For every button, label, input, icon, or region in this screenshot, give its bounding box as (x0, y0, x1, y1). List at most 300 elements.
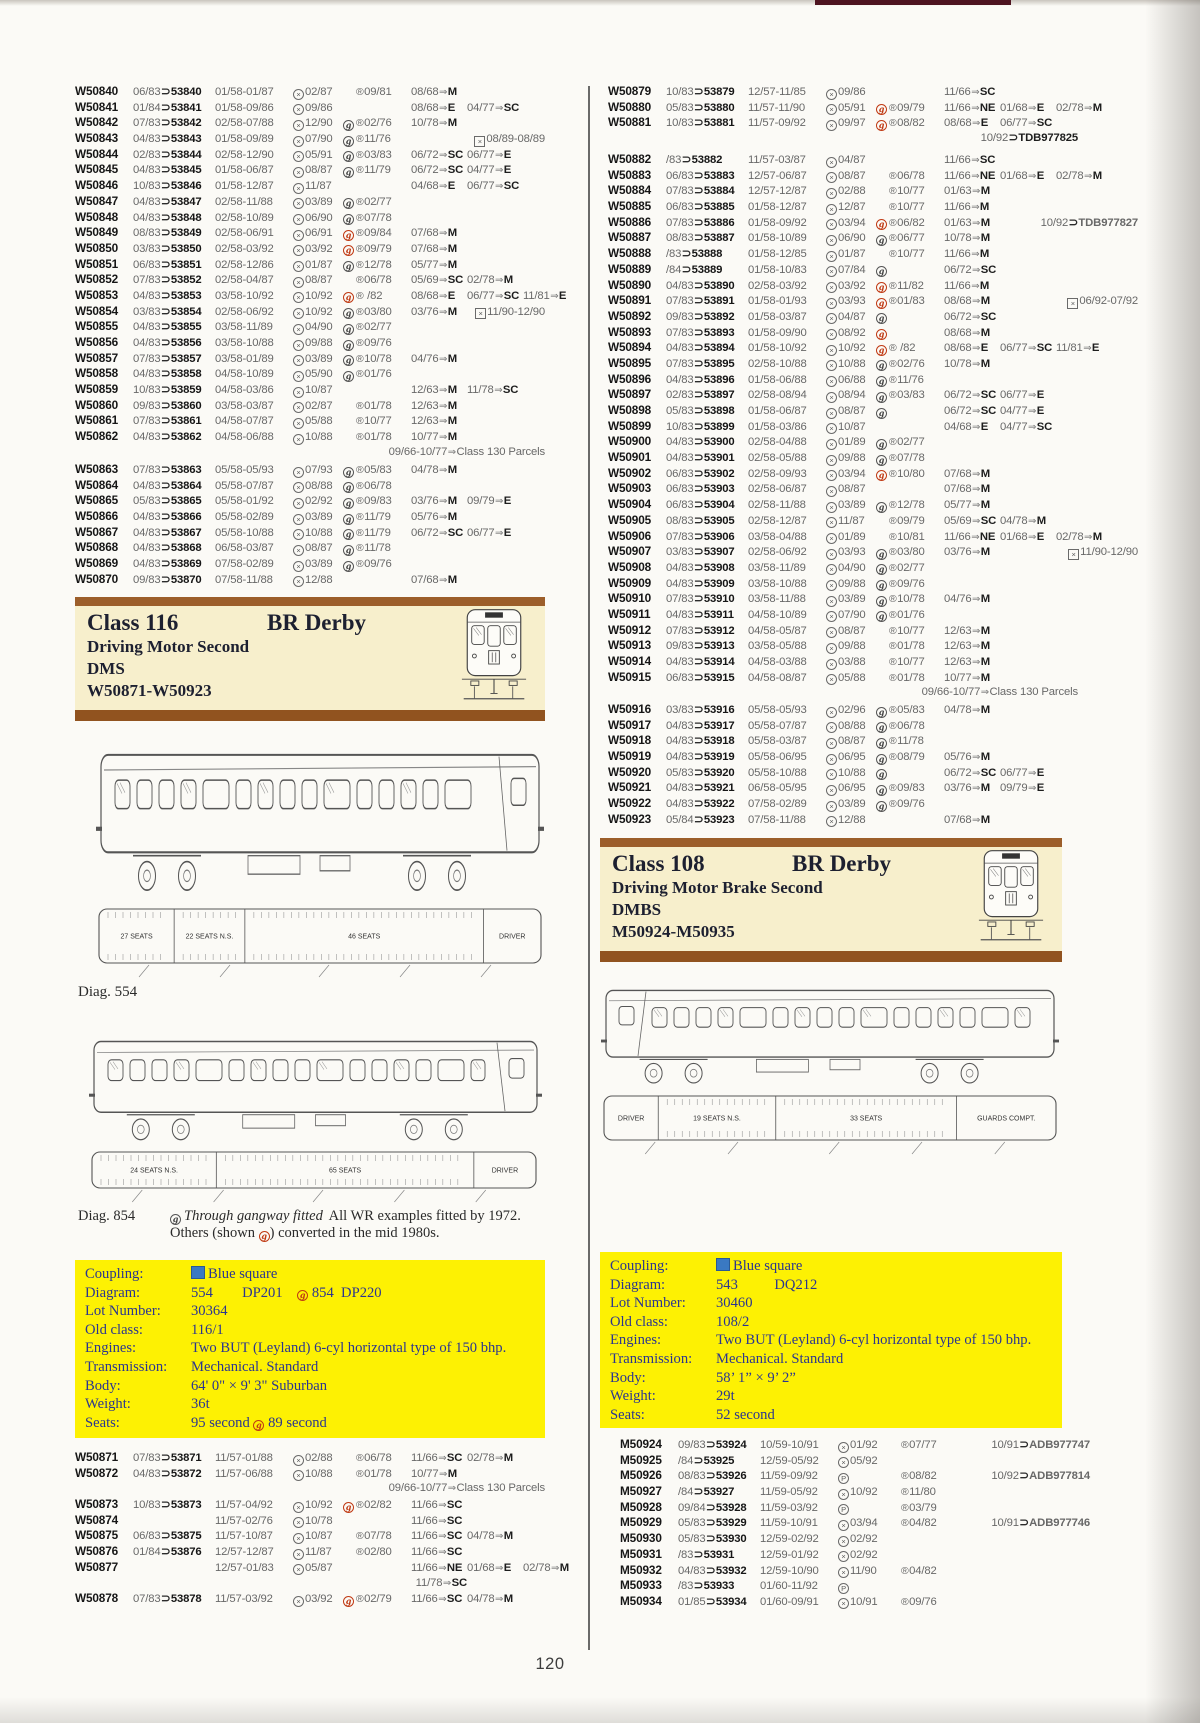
fleet-number: M50934 (620, 1593, 662, 1608)
renumbering: 04/83⊃53843 (133, 133, 202, 146)
fleet-number: W50905 (608, 512, 652, 527)
fleet-row (75, 429, 545, 445)
transfer: 11/66⇒NE (944, 169, 996, 182)
circled-r-icon: ® (356, 511, 364, 524)
renumbering: 05/83⊃53930 (678, 1533, 747, 1546)
fleet-number: M50924 (620, 1437, 662, 1451)
circled-x-icon: × (826, 517, 837, 528)
fleet-row (75, 1513, 545, 1529)
service-dates: 12/59-01/92 (760, 1548, 819, 1561)
transfer: 11/66⇒M (944, 201, 990, 214)
gangway-symbol-icon: g (876, 439, 887, 450)
renumbering: 10/83⊃53846 (133, 180, 202, 193)
renumbering: 10/83⊃53859 (133, 384, 202, 397)
service-dates: 11/59-10/91 (760, 1517, 818, 1530)
transfer: 04/78⇒M (1000, 514, 1047, 527)
service-dates: 11/57-06/88 (215, 1467, 273, 1480)
spec-label: Transmission: (85, 1358, 168, 1375)
fleet-number: W50912 (608, 622, 652, 637)
withdrawal-refurb: × 10/88 g (826, 766, 944, 782)
fleet-row (608, 638, 1078, 654)
fleet-row (620, 1453, 1090, 1469)
circled-x-icon: × (826, 470, 837, 481)
circled-x-icon: × (293, 1470, 304, 1481)
withdrawal-refurb: × 06/90 g ®06/77 (826, 231, 944, 247)
circled-r-icon: ® (889, 436, 897, 449)
circled-r-icon: ® (889, 577, 897, 590)
service-dates: 07/58-02/89 (215, 558, 274, 571)
service-dates: 12/59-10/90 (760, 1564, 819, 1577)
circled-x-icon: × (826, 423, 837, 434)
circled-x-icon: × (293, 120, 304, 131)
fleet-row (608, 152, 1078, 168)
service-dates: 01/58-03/87 (748, 310, 807, 323)
circled-x-icon: × (826, 754, 837, 765)
service-dates: 01/58-12/87 (215, 180, 274, 193)
circled-x-icon: × (826, 722, 837, 733)
fleet-number: W50900 (608, 434, 652, 449)
gangway-symbol-icon: g (876, 104, 887, 115)
renumbering: /83⊃53888 (666, 248, 723, 261)
service-dates: 12/57-12/87 (748, 185, 807, 198)
circled-r-icon: ® (356, 1467, 364, 1480)
gangway-symbol-icon: g (876, 738, 887, 749)
circled-x-icon: × (826, 392, 837, 403)
fleet-row (608, 702, 1078, 718)
fleet-row (75, 1591, 545, 1607)
circled-x-icon: × (293, 467, 304, 478)
transfer: 06/72⇒SC (411, 148, 464, 161)
withdrawal-refurb: × 07/93 g ®05/83 (293, 463, 411, 479)
circled-r-icon: ® (889, 593, 897, 606)
fleet-number: W50881 (608, 115, 652, 130)
service-dates: 04/58-07/87 (215, 415, 274, 428)
renumbering: 03/83⊃53854 (133, 305, 202, 318)
circled-x-icon: × (293, 308, 304, 319)
gangway-symbol-icon: g (876, 360, 887, 371)
fleet-number: W50923 (608, 811, 652, 826)
service-dates: 04/58-03/88 (748, 656, 807, 668)
withdrawal-refurb: × 03/89 g ®09/76 (293, 557, 411, 573)
circled-x-icon: × (826, 549, 837, 560)
service-dates: 02/58-12/90 (215, 148, 274, 161)
transfer: 04/77⇒SC (467, 101, 520, 114)
fleet-row (608, 749, 1078, 765)
circled-x-icon: × (293, 277, 304, 288)
circled-r-icon: ® (889, 101, 897, 114)
renumber-arrow-icon: ⊃ (161, 573, 171, 586)
service-dates: 02/58-03/92 (215, 242, 274, 255)
service-dates: 11/57-10/87 (215, 1530, 273, 1543)
departmental-renumber: 10/91⊃ADB977746 (991, 1517, 1090, 1530)
service-dates: 05/58-07/87 (748, 719, 807, 732)
gangway-symbol-icon: g (876, 266, 887, 277)
service-dates: 05/58-05/93 (748, 704, 807, 716)
fleet-number: W50911 (608, 606, 651, 621)
gangway-symbol-icon: g (343, 482, 354, 493)
circled-x-icon: × (826, 455, 837, 466)
circled-r-icon: ® (889, 751, 897, 764)
withdrawal-refurb: × 04/87 (826, 153, 944, 169)
renumber-arrow-icon: ⊃ (694, 373, 704, 386)
transfer: 08/68⇒E (944, 117, 989, 130)
transfer: 01/68⇒E (1000, 530, 1045, 543)
fleet-row (75, 351, 545, 367)
transfer: 10/77⇒M (411, 431, 458, 444)
gangway-symbol-icon: g (876, 611, 887, 622)
fleet-table-left-2 (75, 462, 545, 588)
renumber-arrow-icon: ⊃ (161, 384, 171, 397)
service-dates: 07/58-11/88 (215, 573, 273, 586)
renumbering: 07/83⊃53893 (666, 326, 735, 339)
renumber-arrow-icon: ⊃ (694, 624, 704, 637)
circled-x-icon: × (293, 136, 304, 147)
fleet-number: W50889 (608, 261, 652, 276)
fleet-row (608, 450, 1078, 466)
withdrawal-refurb: × 10/88 ®01/78 (293, 430, 411, 446)
withdrawal-refurb: × 10/78 (293, 1514, 411, 1530)
service-dates: 03/58-05/88 (748, 640, 807, 653)
service-dates: 02/58-08/94 (748, 389, 807, 402)
circled-x-icon: × (838, 1567, 849, 1578)
fleet-number: W50895 (608, 355, 652, 370)
fleet-table-right-1 (608, 84, 1103, 147)
fleet-number: W50919 (608, 749, 652, 764)
circled-r-icon: ® (889, 514, 897, 527)
spec-value: Mechanical. Standard (191, 1358, 319, 1375)
renumber-arrow-icon: ⊃ (694, 295, 704, 308)
spec-label: Transmission: (610, 1350, 693, 1367)
service-dates: 05/58-02/89 (215, 511, 274, 524)
withdrawal-refurb: × 08/87 g (826, 404, 944, 420)
fleet-number: W50902 (608, 465, 652, 480)
renumber-arrow-icon: ⊃ (694, 326, 704, 339)
transfer: 01/68⇒E (1000, 169, 1045, 182)
fleet-row (608, 419, 1078, 435)
transfer: 07/68⇒M (411, 227, 458, 240)
boxed-dates: × 11/90-12/90 (467, 305, 545, 321)
renumber-arrow-icon: ⊃ (161, 464, 171, 476)
transfer: 06/77⇒SC (1000, 117, 1053, 130)
circled-x-icon: × (826, 345, 837, 356)
renumbering: 07/83⊃53842 (133, 117, 202, 130)
withdrawal-refurb: × 07/90 g ®01/76 (826, 608, 944, 624)
fleet-row (608, 340, 1100, 356)
fleet-number: W50871 (75, 1450, 119, 1464)
circled-x-icon: × (826, 643, 837, 654)
fleet-row (608, 199, 1078, 215)
circled-r-icon: ® (901, 1595, 909, 1608)
fleet-number: W50899 (608, 418, 652, 433)
withdrawal-refurb: × 03/92 g ®09/79 (293, 242, 411, 258)
fleet-row (75, 1497, 545, 1513)
withdrawal-refurb: × 01/87 ®10/77 (826, 247, 944, 263)
renumbering: 09/83⊃53860 (133, 399, 202, 412)
gangway-symbol-icon: g (343, 261, 354, 272)
renumber-arrow-icon: ⊃ (694, 185, 704, 198)
diagram-854-label: Diag. 854 (78, 1208, 136, 1224)
renumber-arrow-icon: ⊃ (161, 526, 171, 539)
withdrawal-refurb: × 10/92 g ®02/82 (293, 1498, 411, 1514)
transfer: 05/77⇒M (411, 258, 458, 271)
spec-row (85, 1265, 535, 1284)
service-dates: 11/59-05/92 (760, 1486, 818, 1499)
renumbering: 04/83⊃53869 (133, 558, 202, 571)
circled-r-icon: ® (356, 431, 364, 444)
withdrawal-refurb: × 04/87 g (826, 310, 944, 326)
fleet-row (620, 1484, 1090, 1500)
service-dates: 05/58-05/93 (215, 464, 274, 476)
circled-x-icon: × (293, 1564, 304, 1575)
renumbering: 07/83⊃53891 (666, 295, 735, 308)
service-dates: 02/58-06/92 (748, 546, 807, 559)
transfer: 04/78⇒M (411, 464, 458, 476)
renumber-arrow-icon: ⊃ (694, 546, 704, 559)
service-dates: 12/59-02/92 (760, 1533, 819, 1546)
spec-row (610, 1387, 1052, 1406)
withdrawal-refurb: P ®08/82 (838, 1469, 956, 1485)
svg-text:33 SEATS: 33 SEATS (850, 1115, 883, 1123)
fleet-row (608, 230, 1078, 246)
circled-x-icon: × (826, 580, 837, 591)
circled-r-icon: ® (889, 216, 897, 229)
fleet-number: W50880 (608, 99, 652, 114)
fleet-number: W50891 (608, 293, 652, 308)
withdrawal-refurb: × 12/88 (293, 573, 411, 589)
transfer: 12/63⇒M (944, 640, 991, 653)
spec-row (610, 1313, 1052, 1332)
fleet-table-right-2 (608, 152, 1138, 701)
renumber-arrow-icon: ⊃ (693, 1486, 704, 1499)
fleet-number: M50928 (620, 1499, 662, 1514)
circled-x-icon: × (293, 261, 304, 272)
service-dates: 01/58-06/88 (748, 373, 807, 386)
gangway-symbol-icon: g (343, 292, 354, 303)
renumbering: 04/83⊃53917 (666, 719, 735, 732)
circled-r-icon: ® (889, 546, 897, 559)
renumbering: 10/83⊃53899 (666, 420, 735, 433)
withdrawal-refurb: × 01/89 g ®02/77 (826, 435, 944, 451)
withdrawal-refurb: × 09/97 g ®08/82 (826, 116, 944, 132)
circled-r-icon: ® (356, 399, 364, 412)
renumbering: 04/83⊃53868 (133, 542, 202, 555)
class-108-header (600, 838, 1062, 962)
fleet-row (75, 84, 545, 100)
service-dates: 01/58-10/83 (748, 263, 807, 276)
fleet-row (608, 780, 1078, 796)
circled-x-icon: × (293, 167, 304, 178)
service-dates: 11/57-02/76 (215, 1514, 273, 1527)
renumber-arrow-icon: ⊃ (681, 248, 692, 261)
number-range: W50871-W50923 (87, 681, 212, 700)
transfer: 11/66⇒M (944, 279, 990, 292)
circled-x-icon: × (826, 219, 837, 230)
circled-x-icon: × (293, 545, 304, 556)
renumber-arrow-icon: ⊃ (693, 1454, 704, 1467)
circled-r-icon: ® (356, 117, 364, 130)
fleet-number: M50925 (620, 1452, 662, 1467)
gangway-symbol-icon: g (876, 722, 887, 733)
circled-r-icon: ® (889, 342, 897, 355)
circled-r-icon: ® (889, 798, 897, 811)
circled-r-icon: ® (356, 1452, 364, 1464)
renumber-arrow-icon: ⊃ (161, 1546, 171, 1559)
transfer: 11/66⇒NE (944, 101, 996, 114)
transfer: 11/81⇒E (1056, 342, 1100, 355)
circled-r-icon: ® (356, 1530, 364, 1543)
circled-r-icon: ® (356, 274, 364, 287)
renumbering: 09/83⊃53892 (666, 310, 735, 323)
fleet-row (608, 544, 1138, 560)
withdrawal-refurb: × 06/95 g ®08/79 (826, 750, 944, 766)
circled-r-icon: ® (901, 1517, 909, 1530)
fleet-row (620, 1594, 1090, 1610)
fleet-row (75, 178, 545, 194)
fleet-row (608, 466, 1078, 482)
fleet-row (75, 525, 545, 541)
fleet-number: W50879 (608, 84, 652, 98)
spec-row (85, 1358, 535, 1377)
spec-value: 116/1 (191, 1321, 224, 1338)
circled-x-icon: × (826, 172, 837, 183)
boxed-x-icon: × (474, 136, 485, 147)
service-dates: 01/58-09/92 (748, 216, 807, 229)
renumbering: 09/83⊃53924 (678, 1439, 747, 1451)
withdrawal-refurb: × 02/87 ®09/81 (293, 85, 411, 101)
fleet-row (608, 387, 1078, 403)
renumbering: 04/83⊃53922 (666, 798, 735, 811)
circled-x-icon: × (293, 418, 304, 429)
renumbering: /84⊃53925 (678, 1454, 735, 1467)
withdrawal-refurb: × 10/87 (293, 383, 411, 399)
circled-x-icon: × (293, 371, 304, 382)
transfer: 11/66⇒SC (411, 1593, 463, 1606)
fleet-number: W50916 (608, 702, 652, 716)
renumbering: 05/83⊃53898 (666, 405, 735, 417)
transfer: 05/76⇒M (411, 511, 458, 524)
renumber-arrow-icon: ⊃ (694, 101, 704, 114)
gangway-symbol-icon: g (343, 340, 354, 351)
withdrawal-refurb: × 09/86 (826, 85, 944, 101)
fleet-row (608, 372, 1078, 388)
spec-value: 543 DQ212 (716, 1276, 818, 1293)
seating-plan-854 (88, 1146, 540, 1204)
renumbering: 04/83⊃53867 (133, 526, 202, 539)
circled-x-icon: × (293, 402, 304, 413)
renumbering: 08/83⊃53887 (666, 232, 735, 245)
withdrawal-refurb: × 09/88 ®01/78 (826, 639, 944, 655)
circled-x-icon: × (826, 801, 837, 812)
fleet-number: W50886 (608, 214, 652, 229)
boxed-dates: × 11/90-12/90 (1000, 545, 1138, 561)
fleet-row (620, 1500, 1090, 1516)
transfer: 03/76⇒M (944, 782, 991, 795)
renumber-arrow-icon: ⊃ (161, 117, 171, 130)
renumber-arrow-icon: ⊃ (161, 164, 171, 177)
diagram-854-note: g Through gangway fitted All WR examples fitted by 1972. Others (shown g ) converted in the mid 1980s. (170, 1208, 521, 1241)
spec-row (610, 1369, 1052, 1388)
circled-r-icon: ® (889, 719, 897, 732)
gangway-symbol-icon: g (876, 470, 887, 481)
dmu-front-icon (970, 845, 1052, 949)
withdrawal-refurb: × 02/92 (838, 1548, 956, 1564)
service-dates: 03/58-11/89 (748, 561, 806, 574)
transfer: 11/66⇒SC (944, 154, 996, 166)
fleet-number: W50856 (75, 335, 119, 349)
renumbering: 04/83⊃53908 (666, 561, 735, 574)
spec-value: 29t (716, 1388, 735, 1405)
renumbering: 08/83⊃53926 (678, 1470, 747, 1483)
renumber-arrow-icon: ⊃ (161, 305, 171, 318)
service-dates: 11/57-03/92 (215, 1593, 273, 1606)
service-dates: 03/58-04/88 (748, 530, 807, 543)
fleet-row (75, 1466, 545, 1482)
transfer: 06/72⇒SC (944, 405, 997, 417)
fleet-number: W50857 (75, 350, 119, 365)
fleet-number: W50860 (75, 397, 119, 412)
service-dates: 03/58-11/89 (215, 321, 273, 334)
service-dates: 03/58-11/88 (748, 593, 806, 606)
gangway-symbol-icon: g (343, 136, 354, 147)
withdrawal-refurb: × 12/87 ®10/77 (826, 200, 944, 216)
departmental-renumber: 10/92⊃TDB977827 (1040, 216, 1138, 229)
circled-r-icon: ® (356, 495, 364, 508)
circled-r-icon: ® (889, 389, 897, 402)
fleet-row (608, 99, 1103, 116)
fleet-number: W50892 (608, 308, 652, 323)
transfer: 04/78⇒M (467, 1593, 514, 1606)
gangway-symbol-icon: g (343, 245, 354, 256)
withdrawal-refurb: × 02/88 ®06/78 (293, 1451, 411, 1467)
withdrawal-refurb: × 03/93 g ®03/80 (826, 545, 944, 561)
fleet-number: M50929 (620, 1515, 662, 1530)
transfer: 04/68⇒E (944, 420, 989, 433)
circled-x-icon: × (826, 360, 837, 371)
circled-x-icon: × (826, 439, 837, 450)
withdrawal-refurb: × 05/91 g ®03/83 (293, 148, 411, 164)
renumber-arrow-icon: ⊃ (694, 232, 704, 245)
renumbering: /84⊃53927 (678, 1486, 735, 1499)
renumbering: 08/83⊃53849 (133, 227, 202, 240)
service-dates: 12/57-11/85 (748, 86, 806, 98)
circled-r-icon: ® (889, 373, 897, 386)
circled-x-icon: × (293, 482, 304, 493)
transfer: 03/76⇒M (944, 546, 991, 559)
seating-plan-554 (95, 903, 545, 979)
withdrawal-refurb: × 08/94 g ®03/83 (826, 388, 944, 404)
fleet-row (75, 272, 545, 288)
gangway-symbol-icon: g (876, 235, 887, 246)
coach-side-drawing-116 (95, 728, 545, 896)
spec-value: 52 second (716, 1406, 775, 1423)
renumber-arrow-icon: ⊃ (694, 593, 704, 606)
withdrawal-refurb (838, 1579, 956, 1595)
renumber-arrow-icon: ⊃ (161, 368, 171, 381)
spec-value: 64' 0" × 9' 3" Suburban (191, 1377, 328, 1394)
renumber-arrow-icon: ⊃ (694, 782, 704, 795)
withdrawal-refurb: × 12/90 g ®02/76 (293, 116, 411, 132)
withdrawal-refurb: × 07/84 g (826, 263, 944, 279)
spec-row (85, 1414, 535, 1433)
fleet-number: W50904 (608, 497, 652, 512)
withdrawal-refurb: × 05/91 g ®09/79 (826, 101, 944, 117)
class-116-header (75, 597, 545, 721)
fleet-number: M50926 (620, 1468, 662, 1483)
renumbering: 07/83⊃53912 (666, 624, 735, 637)
fleet-row (75, 382, 545, 398)
fleet-number: W50846 (75, 178, 119, 193)
renumber-arrow-icon: ⊃ (694, 577, 704, 590)
